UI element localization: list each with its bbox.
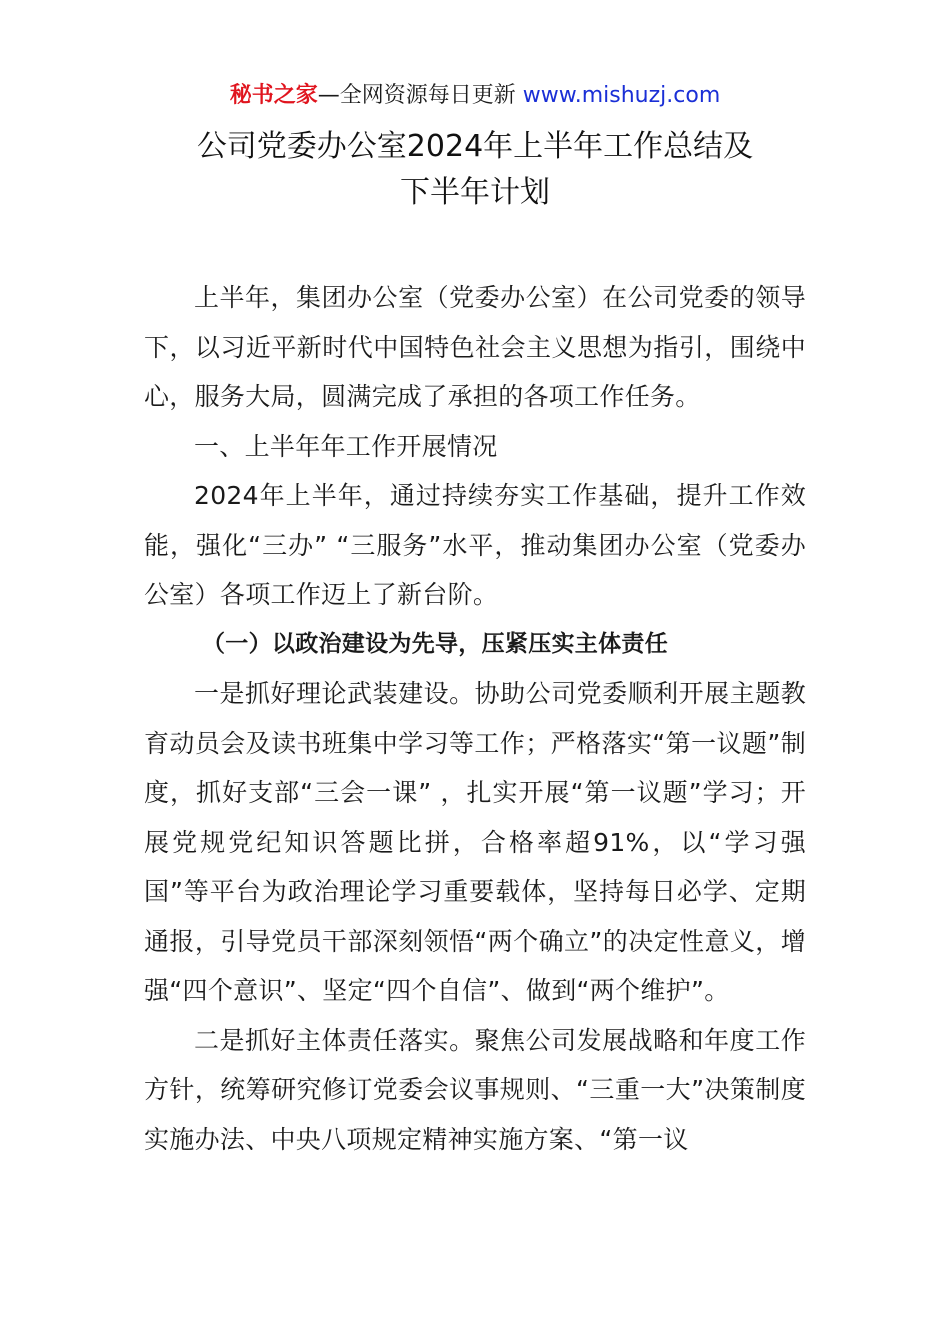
document-title — [0, 124, 950, 216]
intro-paragraph: 上半年，集团办公室（党委办公室）在公司党委的领导下，以习近平新时代中国特色社会主义思想为指引，围绕中心，服务大局，圆满完成了承担的各项工作任务。 — [144, 283, 806, 411]
title-line-1: 公司党委办公室2024年上半年工作总结及 — [196, 129, 754, 164]
site-header — [0, 80, 950, 112]
subsection-paragraph-2: 二是抓好主体责任落实。聚焦公司发展战略和年度工作方针，统筹研究修订党委会议事规则、“三重一大”决策制度实施办法、中央八项规定精神实施方案、“第一议 — [144, 1025, 806, 1154]
subsection-heading: （一）以政治建设为先导，压紧压实主体责任 — [202, 630, 668, 657]
section-heading: 一、上半年年工作开展情况 — [194, 431, 498, 461]
brand-name: 秘书之家 — [229, 83, 318, 108]
section-paragraph: 2024年上半年，通过持续夯实工作基础，提升工作效能，强化“三办” “三服务”水平，推动集团办公室（党委办公室）各项工作迈上了新台阶。 — [144, 481, 806, 609]
site-url-link[interactable]: www.mishuzj.com — [522, 83, 721, 108]
header-tagline: —全网资源每日更新 — [317, 83, 523, 108]
title-line-2: 下半年计划 — [400, 175, 550, 210]
document-body — [144, 273, 806, 1164]
subsection-paragraph-1: 一是抓好理论武装建设。协助公司党委顺利开展主题教育动员会及读书班集中学习等工作；严格落实“第一议题”制度，抓好支部“三会一课” ，扎实开展“第一议题”学习；开展党规党纪知识答题比拼，合格率超91%，以“学习强国”等平台为政治理论学习重要载体，坚持每日必学、定期通报，引导党员干部深刻领悟“两个确立”的决定性意义，增强“四个意识”、坚定“四个自信”、做到“两个维护”。 — [144, 679, 806, 1005]
